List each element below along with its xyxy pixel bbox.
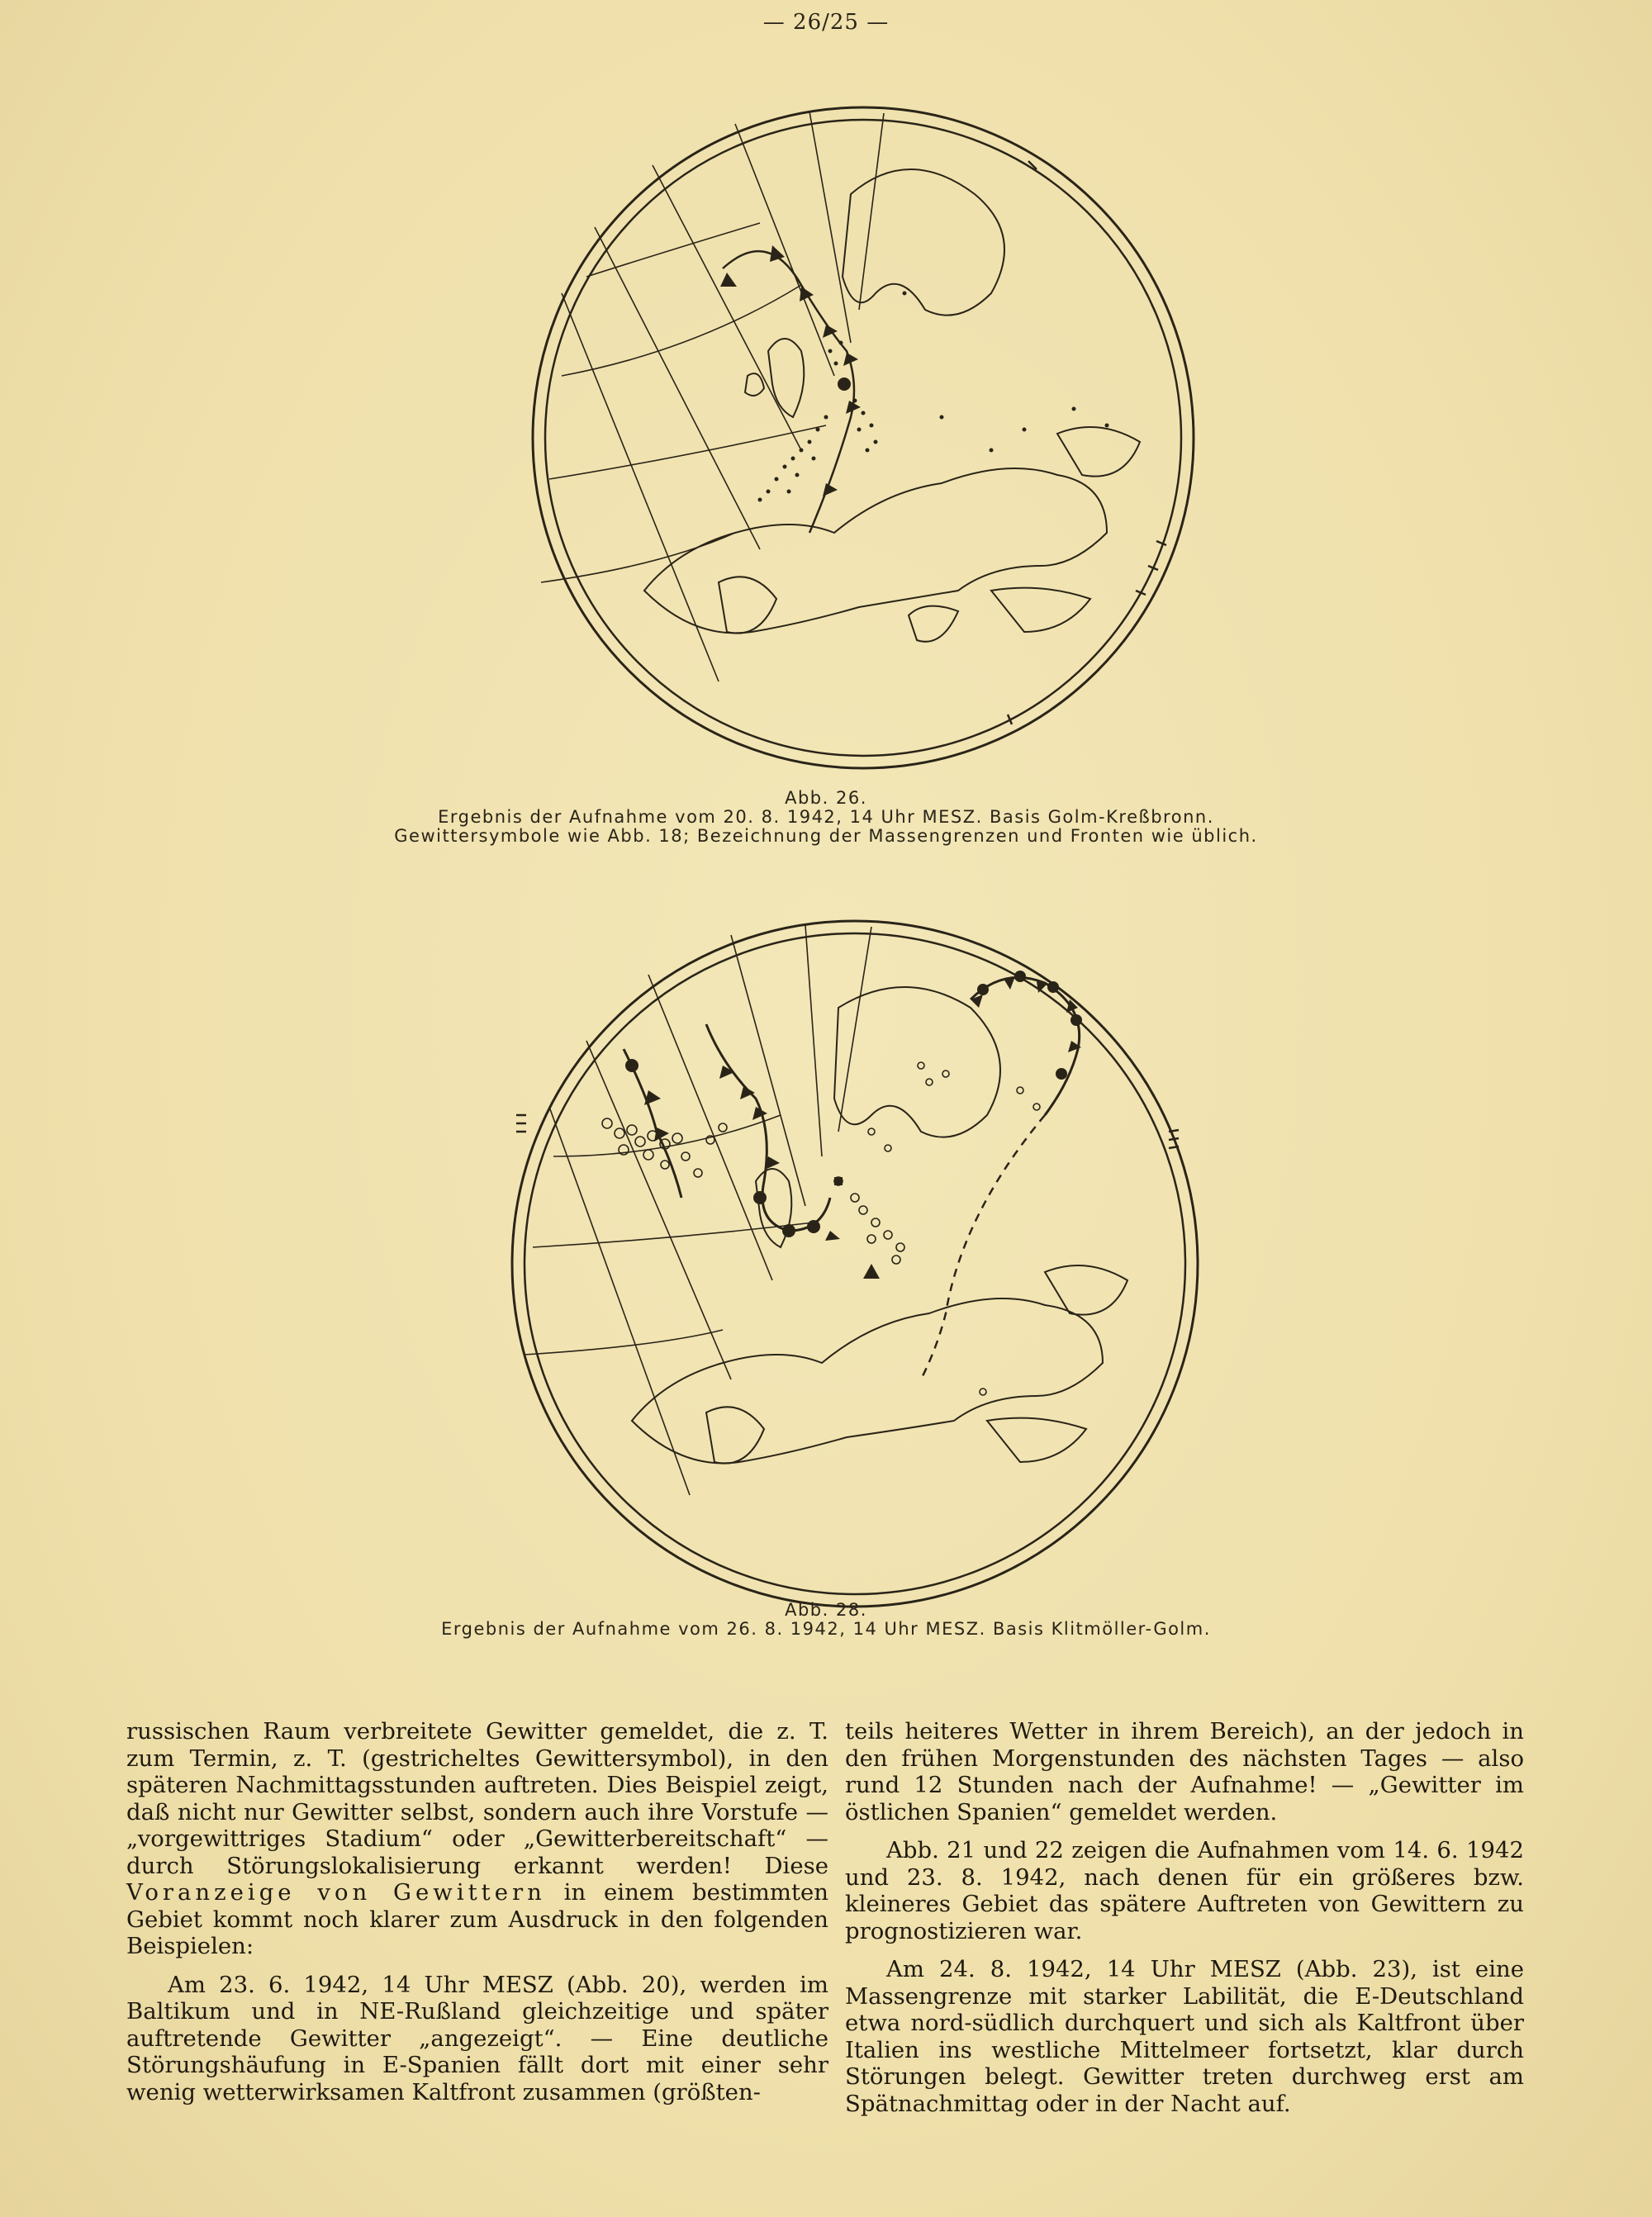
figure-abb-28-caption [0,1601,1652,1639]
figure-abb-28-map [508,917,1202,1611]
meridians [549,925,871,1495]
caption-line: Ergebnis der Aufnahme vom 20. 8. 1942, 14 Uhr MESZ. Basis Golm-Kreßbronn. [438,807,1214,827]
figure-abb-26-caption [0,789,1652,846]
coastlines [644,169,1140,642]
parallels [541,223,826,582]
paragraph: teils heiteres Wetter in ihrem Bereich), an der jedoch in den frühen Morgenstunden des nächsten Tages — also rund 12 Stunden nach der Aufnahme! — „Gewitter im östlichen Spanien“ gemeldet werden. [845,1718,1524,1825]
coastlines [632,987,1127,1464]
storm-marks [834,1177,880,1279]
caption-line: Gewittersymbole wie Abb. 18; Bezeichnung der Massengrenzen und Fronten wie üblich. [394,826,1258,846]
paragraph: Am 23. 6. 1942, 14 Uhr MESZ (Abb. 20), werden im Baltikum und in NE-Rußland gleichzeitige und später auftretende Gewitter „angezeigt“. — Eine deutliche Störungshäufung in E-Spanien fällt dort mit einer sehr wenig wetterwirksamen Kaltfront zusammen (größten- [126,1971,828,2105]
text-run: russischen Raum verbreitete Gewitter gemeldet, die z. T. zum Termin, z. T. (gestricheltes Gewittersymbol), in den späteren Nachmittagsstunden auftreten. Dies Beispiel zeigt, daß nicht nur Gewitter selbst, sondern auch ihre Vorstufe — „vorgewittriges Stadium“ oder „Gewitterbereitschaft“ — durch Störungslokalisierung erkannt werden! Diese [126,1718,828,1879]
text-run: in einem bestimmten Gebiet kommt noch klarer zum Ausdruck in den folgenden Beispielen: [126,1879,829,1959]
figure-label: Abb. 28. [785,1600,867,1620]
text-column-left [126,1718,828,2117]
paragraph: Abb. 21 und 22 zeigen die Aufnahmen vom 14. 6. 1942 und 23. 8. 1942, nach denen für ein größeres bzw. kleineres Gebiet das spätere Auftreten von Gewittern zu prognostizieren war. [845,1837,1524,1944]
outer-ring [533,107,1194,768]
paragraph: Am 24. 8. 1942, 14 Uhr MESZ (Abb. 23), ist eine Massengrenze mit starker Labilität, die E-Deutschland etwa nord-südlich durchquert und sich als Kaltfront über Italien ins westliche Mittelmeer fortsetzt, klar durch Störungen belegt. Gewitter treten durchweg erst am Spätnachmittag oder in der Nacht auf. [845,1956,1524,2117]
front-triangles [644,976,1081,1241]
polar-map-1 [529,103,1198,772]
ring-ticks [516,1115,1179,1148]
figure-label: Abb. 26. [785,788,867,808]
storm-dots [758,292,1109,502]
outer-ring [512,921,1198,1607]
text-column-right [845,1718,1524,2129]
front-north [971,977,1080,1115]
front-semicircles [625,971,1082,1237]
figure-abb-26-map [529,103,1198,772]
ring-ticks [1008,161,1166,724]
page-number: — 26/25 — [762,10,890,35]
spaced-emphasis: Voranzeige von Gewittern [126,1879,546,1906]
paragraph [126,1718,828,1960]
front-dashed [921,1115,1045,1379]
meridians [562,112,884,681]
polar-map-2 [508,917,1202,1611]
caption-line: Ergebnis der Aufnahme vom 26. 8. 1942, 14 Uhr MESZ. Basis Klitmöller-Golm. [441,1619,1211,1639]
storm-circles [602,1062,1040,1395]
inner-ring [545,120,1181,756]
